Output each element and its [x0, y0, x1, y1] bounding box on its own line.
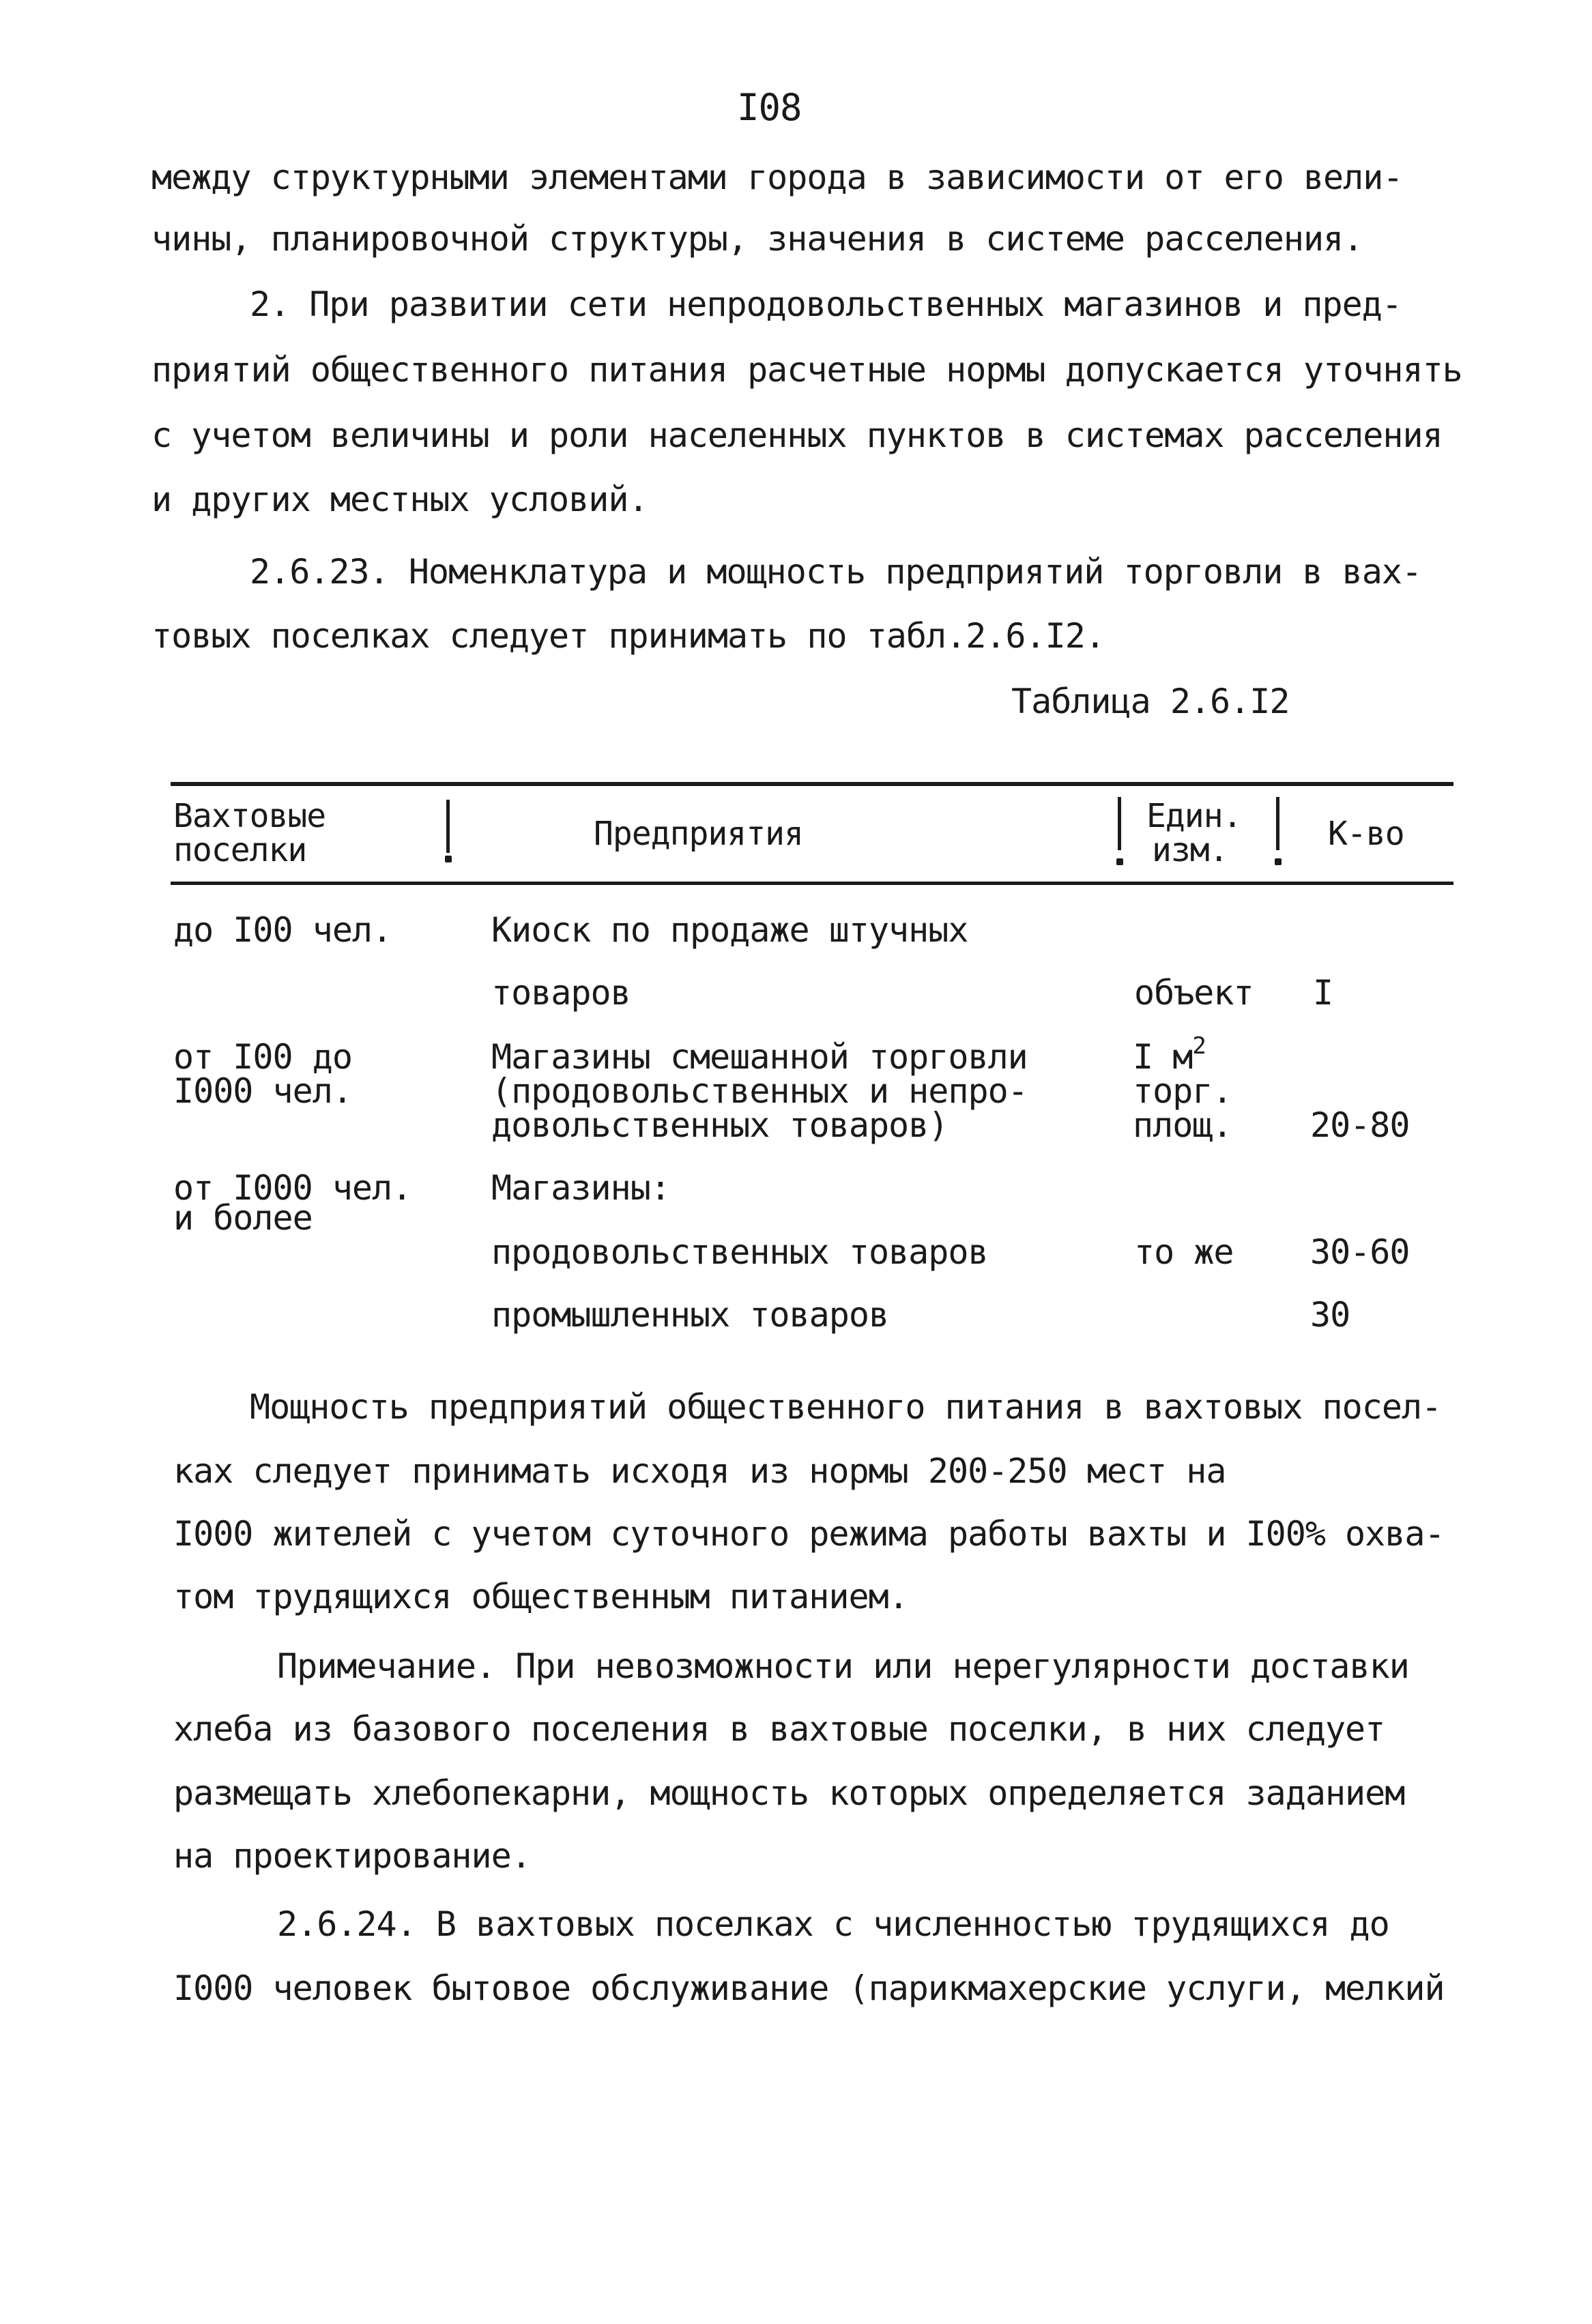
- row-enterprise: промышленных товаров: [491, 1295, 889, 1335]
- row-quantity: 30-60: [1310, 1232, 1410, 1272]
- table-caption: Таблица 2.6.I2: [1011, 682, 1290, 721]
- row-unit: объект: [1134, 973, 1254, 1013]
- text-line: I000 человек бытовое обслуживание (парикмахерские услуги, мелкий: [173, 1969, 1445, 2008]
- text-line: 2.6.24. В вахтовых поселках с численностью трудящихся до: [277, 1904, 1389, 1944]
- header-separator: [1118, 797, 1121, 850]
- table-top-rule: [171, 782, 1453, 786]
- text-line: на проектирование.: [173, 1836, 531, 1876]
- text-line: чины, планировочной структуры, значения в системе расселения.: [151, 219, 1363, 259]
- text-line: том трудящихся общественным питанием.: [173, 1577, 908, 1616]
- row-quantity: 30: [1310, 1295, 1350, 1335]
- row-unit-line3: площ.: [1133, 1105, 1232, 1145]
- text-line: товых поселках следует принимать по табл.2.6.I2.: [151, 616, 1105, 656]
- text-line: между структурными элементами города в зависимости от его вели-: [151, 158, 1403, 197]
- text-line: приятий общественного питания расчетные нормы допускается уточнять: [151, 350, 1462, 390]
- header-separator: [446, 800, 450, 853]
- text-line: хлеба из базового поселения в вахтовые поселки, в них следует: [173, 1709, 1385, 1749]
- text-line: размещать хлебопекарни, мощность которых определяется заданием: [173, 1773, 1405, 1813]
- row-settlement: от I00 до: [173, 1037, 352, 1077]
- row-settlement: от I000 чел.: [173, 1168, 412, 1208]
- row-enterprise-line2: товаров: [491, 973, 631, 1013]
- row-enterprise: Магазины:: [491, 1168, 670, 1208]
- table-header-rule: [171, 882, 1453, 885]
- header-settlements: Вахтовые: [173, 797, 326, 835]
- unit-text: I м: [1133, 1037, 1193, 1077]
- text-line: Примечание. При невозможности или нерегулярности доставки: [277, 1646, 1409, 1686]
- text-line: I000 жителей с учетом суточного режима работы вахты и I00% охва-: [173, 1514, 1445, 1554]
- unit-superscript: 2: [1192, 1032, 1206, 1060]
- row-enterprise: Магазины смешанной торговли: [491, 1037, 1028, 1077]
- separator-dot: [1116, 858, 1123, 865]
- header-separator: [1276, 797, 1279, 850]
- text-line: 2. При развитии сети непродовольственных магазинов и пред-: [250, 285, 1402, 324]
- header-unit: Един.: [1146, 797, 1242, 835]
- text-line: 2.6.23. Номенклатура и мощность предприятий торговли в вах-: [250, 552, 1422, 592]
- page-number: I08: [737, 86, 802, 129]
- row-unit-line2: торг.: [1133, 1071, 1232, 1111]
- separator-dot: [445, 856, 452, 862]
- text-line: Мощность предприятий общественного питания в вахтовых посел-: [250, 1387, 1442, 1427]
- header-quantity: К-во: [1328, 815, 1404, 853]
- row-settlement-line2: и более: [173, 1198, 313, 1238]
- row-quantity: I: [1313, 973, 1333, 1013]
- row-enterprise-line2: продовольственных товаров: [491, 1232, 988, 1272]
- row-settlement: до I00 чел.: [173, 910, 392, 950]
- text-line: и других местных условий.: [151, 480, 648, 519]
- row-settlement-line2: I000 чел.: [173, 1071, 352, 1111]
- row-quantity: 20-80: [1310, 1105, 1410, 1145]
- row-unit: то же: [1134, 1232, 1234, 1272]
- text-line: с учетом величины и роли населенных пунктов в системах расселения: [151, 416, 1443, 455]
- header-enterprises: Предприятия: [594, 815, 803, 853]
- text-line: ках следует принимать исходя из нормы 200-250 мест на: [173, 1451, 1226, 1491]
- row-enterprise-line3: довольственных товаров): [491, 1105, 949, 1145]
- row-enterprise: Киоск по продаже штучных: [491, 910, 968, 950]
- separator-dot: [1275, 858, 1282, 865]
- row-enterprise-line2: (продовольственных и непро-: [491, 1071, 1028, 1111]
- header-settlements-line2: поселки: [173, 831, 307, 869]
- header-unit-line2: изм.: [1152, 831, 1228, 869]
